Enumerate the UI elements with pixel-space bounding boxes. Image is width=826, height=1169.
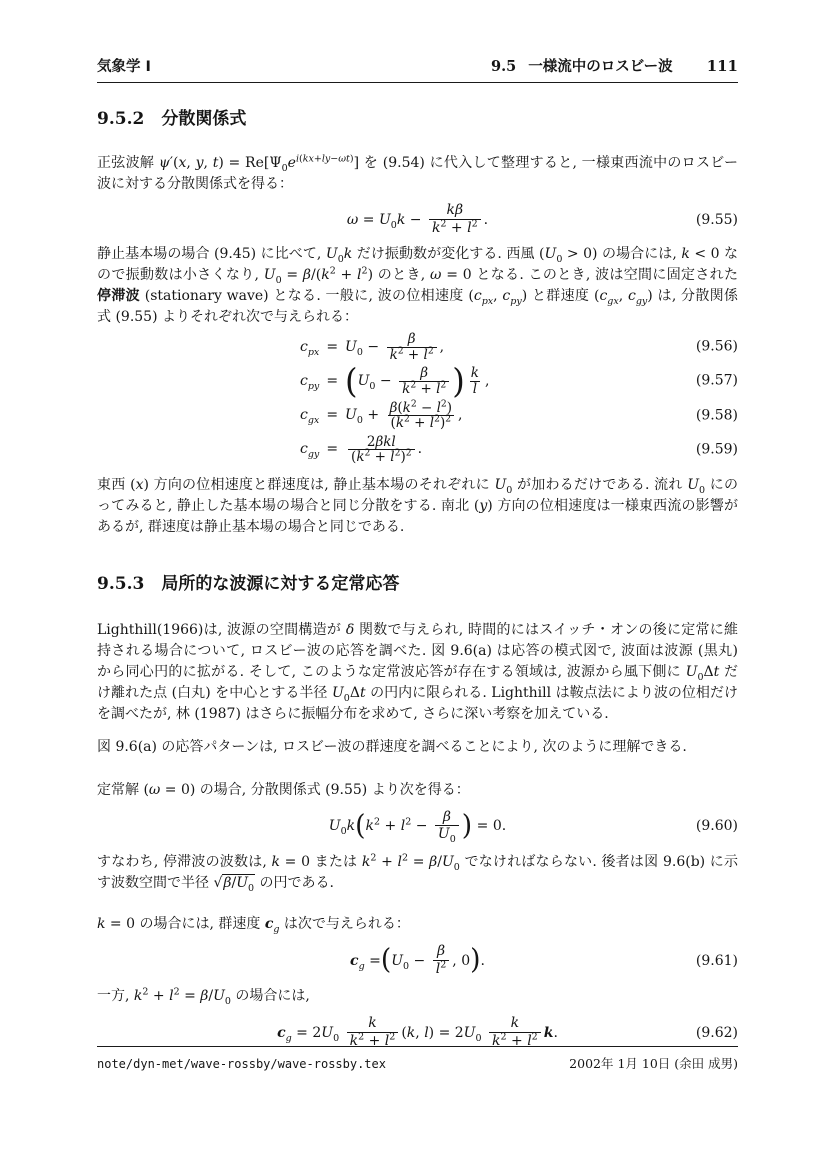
equation-9-61	[97, 944, 738, 977]
equation-body: $U_0$ + $\frac{\beta(k^2 - l^2)}{(k^2 + l^2)^2}$ ,	[345, 398, 463, 432]
equation-body: $U_0$ − $\frac{\beta}{k^2 + l^2}$ ,	[345, 331, 445, 363]
equation-lhs: $c_{gy}$	[300, 441, 320, 460]
equation-9-60	[97, 808, 738, 846]
paragraph-stationary-wave: 静止基本場の場合 (9.45) に比べて, $U_0k$ だけ振動数が変化する. 西風 $(U_0 > 0)$ の場合には, k < 0 なので振動数は小さくなり, $U_0 = \beta/(k^2 + l^2)$ のとき, ω = 0 となる. このとき, 波は空間に固定された停滞波 (stationary wave) となる. 一般に, 波の位相速度 ($c_{px}$, $c_{py}$) と群速度 ($c_{gx}$, $c_{gy}$) は, 分散関係式 (9.55) よりそれぞれ次で与えられる：	[97, 246, 739, 326]
equals-sign: =	[326, 338, 339, 355]
paragraph-other-case: 一方, $k^2 + l^2 = \beta/U_0$ の場合には,	[97, 986, 310, 1007]
section-heading-953	[97, 572, 738, 596]
equation-group-956-959	[97, 332, 738, 465]
section-number: 9.5.2	[97, 109, 145, 129]
footer-date-author: 2002年 1月 10日 (余田 成男)	[569, 1056, 738, 1071]
equation-number: (9.58)	[695, 406, 738, 423]
paragraph-lighthill: Lighthill(1966)は, 波源の空間構造が δ 関数で与えられ, 時間的にはスイッチ・オンの後に定常に維持される場合について, ロスビー波の応答を調べた. 図 9.6(a) は応答の模式図で, 波面は波源 (黒丸) から同心円的に拡がる. そして, このような定常波応答が存在する領域は, 波源から風下側に $U_0\Delta t$ だけ離れた点 (白丸) を中心とする半径 $U_0\Delta t$ の円内に限られる. Lighthill は鞍点法により波の位相だけを調べたが, 林 (1987) はさらに振幅分布を求めて, さらに深い考察を加えている.	[97, 621, 738, 722]
section-title: 局所的な波源に対する定常応答	[161, 573, 400, 594]
equation-body: $U_0k$ ( $k^2 + l^2$ − $\frac{\beta}{U_0}$ ) = 0.	[328, 808, 507, 846]
paragraph-response-pattern: 図 9.6(a) の応答パターンは, ロスビー波の群速度を調べることにより, 次のように理解できる.	[97, 738, 687, 755]
paragraph-wavenumber-circle: すなわち, 停滞波の波数は, k = 0 または $k^2 + l^2 = \beta/U_0$ でなければならない. 後者は図 9.6(b) に示す波数空間で半径 $√\beta/U_0$ の円である.	[97, 852, 738, 894]
equation-9-58	[97, 398, 738, 432]
equals-sign: =	[326, 441, 339, 458]
equation-body: ( $U_0$ − $\frac{\beta}{k^2 + l^2}$ ) $\frac{k}{l}$ ,	[345, 360, 490, 401]
header-right	[491, 56, 738, 77]
equation-number: (9.57)	[695, 372, 738, 389]
paragraph-sine-solution: 正弦波解 ψ′(x, y, $t) = Re[\Psi_0e^{i(kx+ly-\omega t)}]$ を (9.54) に代入して整理すると, 一様東西流中のロスビー波に対する分散関係式を得る：	[97, 153, 738, 192]
section-heading-952	[97, 107, 738, 131]
equation-lhs: $c_{py}$	[300, 372, 320, 392]
equation-body: $\omega = U_0k$ − $\frac{k\beta}{k^2 + l^2}$ .	[346, 202, 489, 236]
header-section-title: 一様流中のロスビー波	[528, 59, 673, 75]
equation-body: $\frac{\text{2βkl}}{(k^2 + l^2)^2}$ .	[345, 435, 422, 465]
page-header	[97, 56, 738, 77]
equation-number: (9.59)	[695, 441, 738, 458]
equation-number: (9.61)	[695, 952, 738, 969]
paragraph-steady-solution: 定常解 (ω = 0) の場合, 分散関係式 (9.55) より次を得る：	[97, 781, 470, 798]
equals-sign: =	[326, 372, 339, 389]
header-rule	[97, 82, 738, 83]
equation-body: $c_g = 2U_0$ $\frac{k}{k^2 + l^2}$ (k, $l) = 2U_0$ $\frac{k}{k^2 + l^2}$ k.	[277, 1015, 558, 1049]
equation-9-55	[97, 203, 738, 236]
header-page-number: 111	[706, 57, 738, 75]
footer-file-path: note/dyn-met/wave-rossby/wave-rossby.tex	[97, 1057, 386, 1071]
equation-9-57	[97, 360, 738, 401]
equation-9-59	[97, 435, 738, 465]
equation-9-56	[97, 332, 738, 362]
equation-number: (9.60)	[695, 818, 738, 835]
equation-number: (9.62)	[695, 1024, 738, 1041]
section-title: 分散関係式	[161, 109, 247, 129]
equals-sign: =	[326, 406, 339, 423]
equation-lhs: $c_{px}$	[300, 338, 320, 358]
page-footer	[97, 1046, 738, 1072]
paragraph-k-zero-case: k = 0 の場合には, 群速度 $c_g$ は次で与えられる：	[97, 916, 410, 935]
equation-number: (9.56)	[695, 338, 738, 355]
header-course-title: 気象学 I	[97, 59, 151, 75]
equation-9-62	[97, 1016, 738, 1049]
section-number: 9.5.3	[97, 573, 145, 594]
header-section-number: 9.5	[491, 58, 517, 75]
equation-body: $c_g$ = ( $U_0$ − $\frac{\beta}{l^2}$ , 0 ) .	[350, 943, 485, 977]
paragraph-phase-group-speed: 東西 (x) 方向の位相速度と群速度は, 静止基本場のそれぞれに $U_0$ が加わるだけである. 流れ $U_0$ にのってみると, 静止した基本場の場合と同じ分散をする. 南北 (y) 方向の位相速度は一様東西流の影響があるが, 群速度は静止基本場の場合と同じである.	[97, 476, 738, 535]
equation-lhs: $c_{gx}$	[300, 406, 320, 426]
equation-number: (9.55)	[695, 211, 738, 228]
